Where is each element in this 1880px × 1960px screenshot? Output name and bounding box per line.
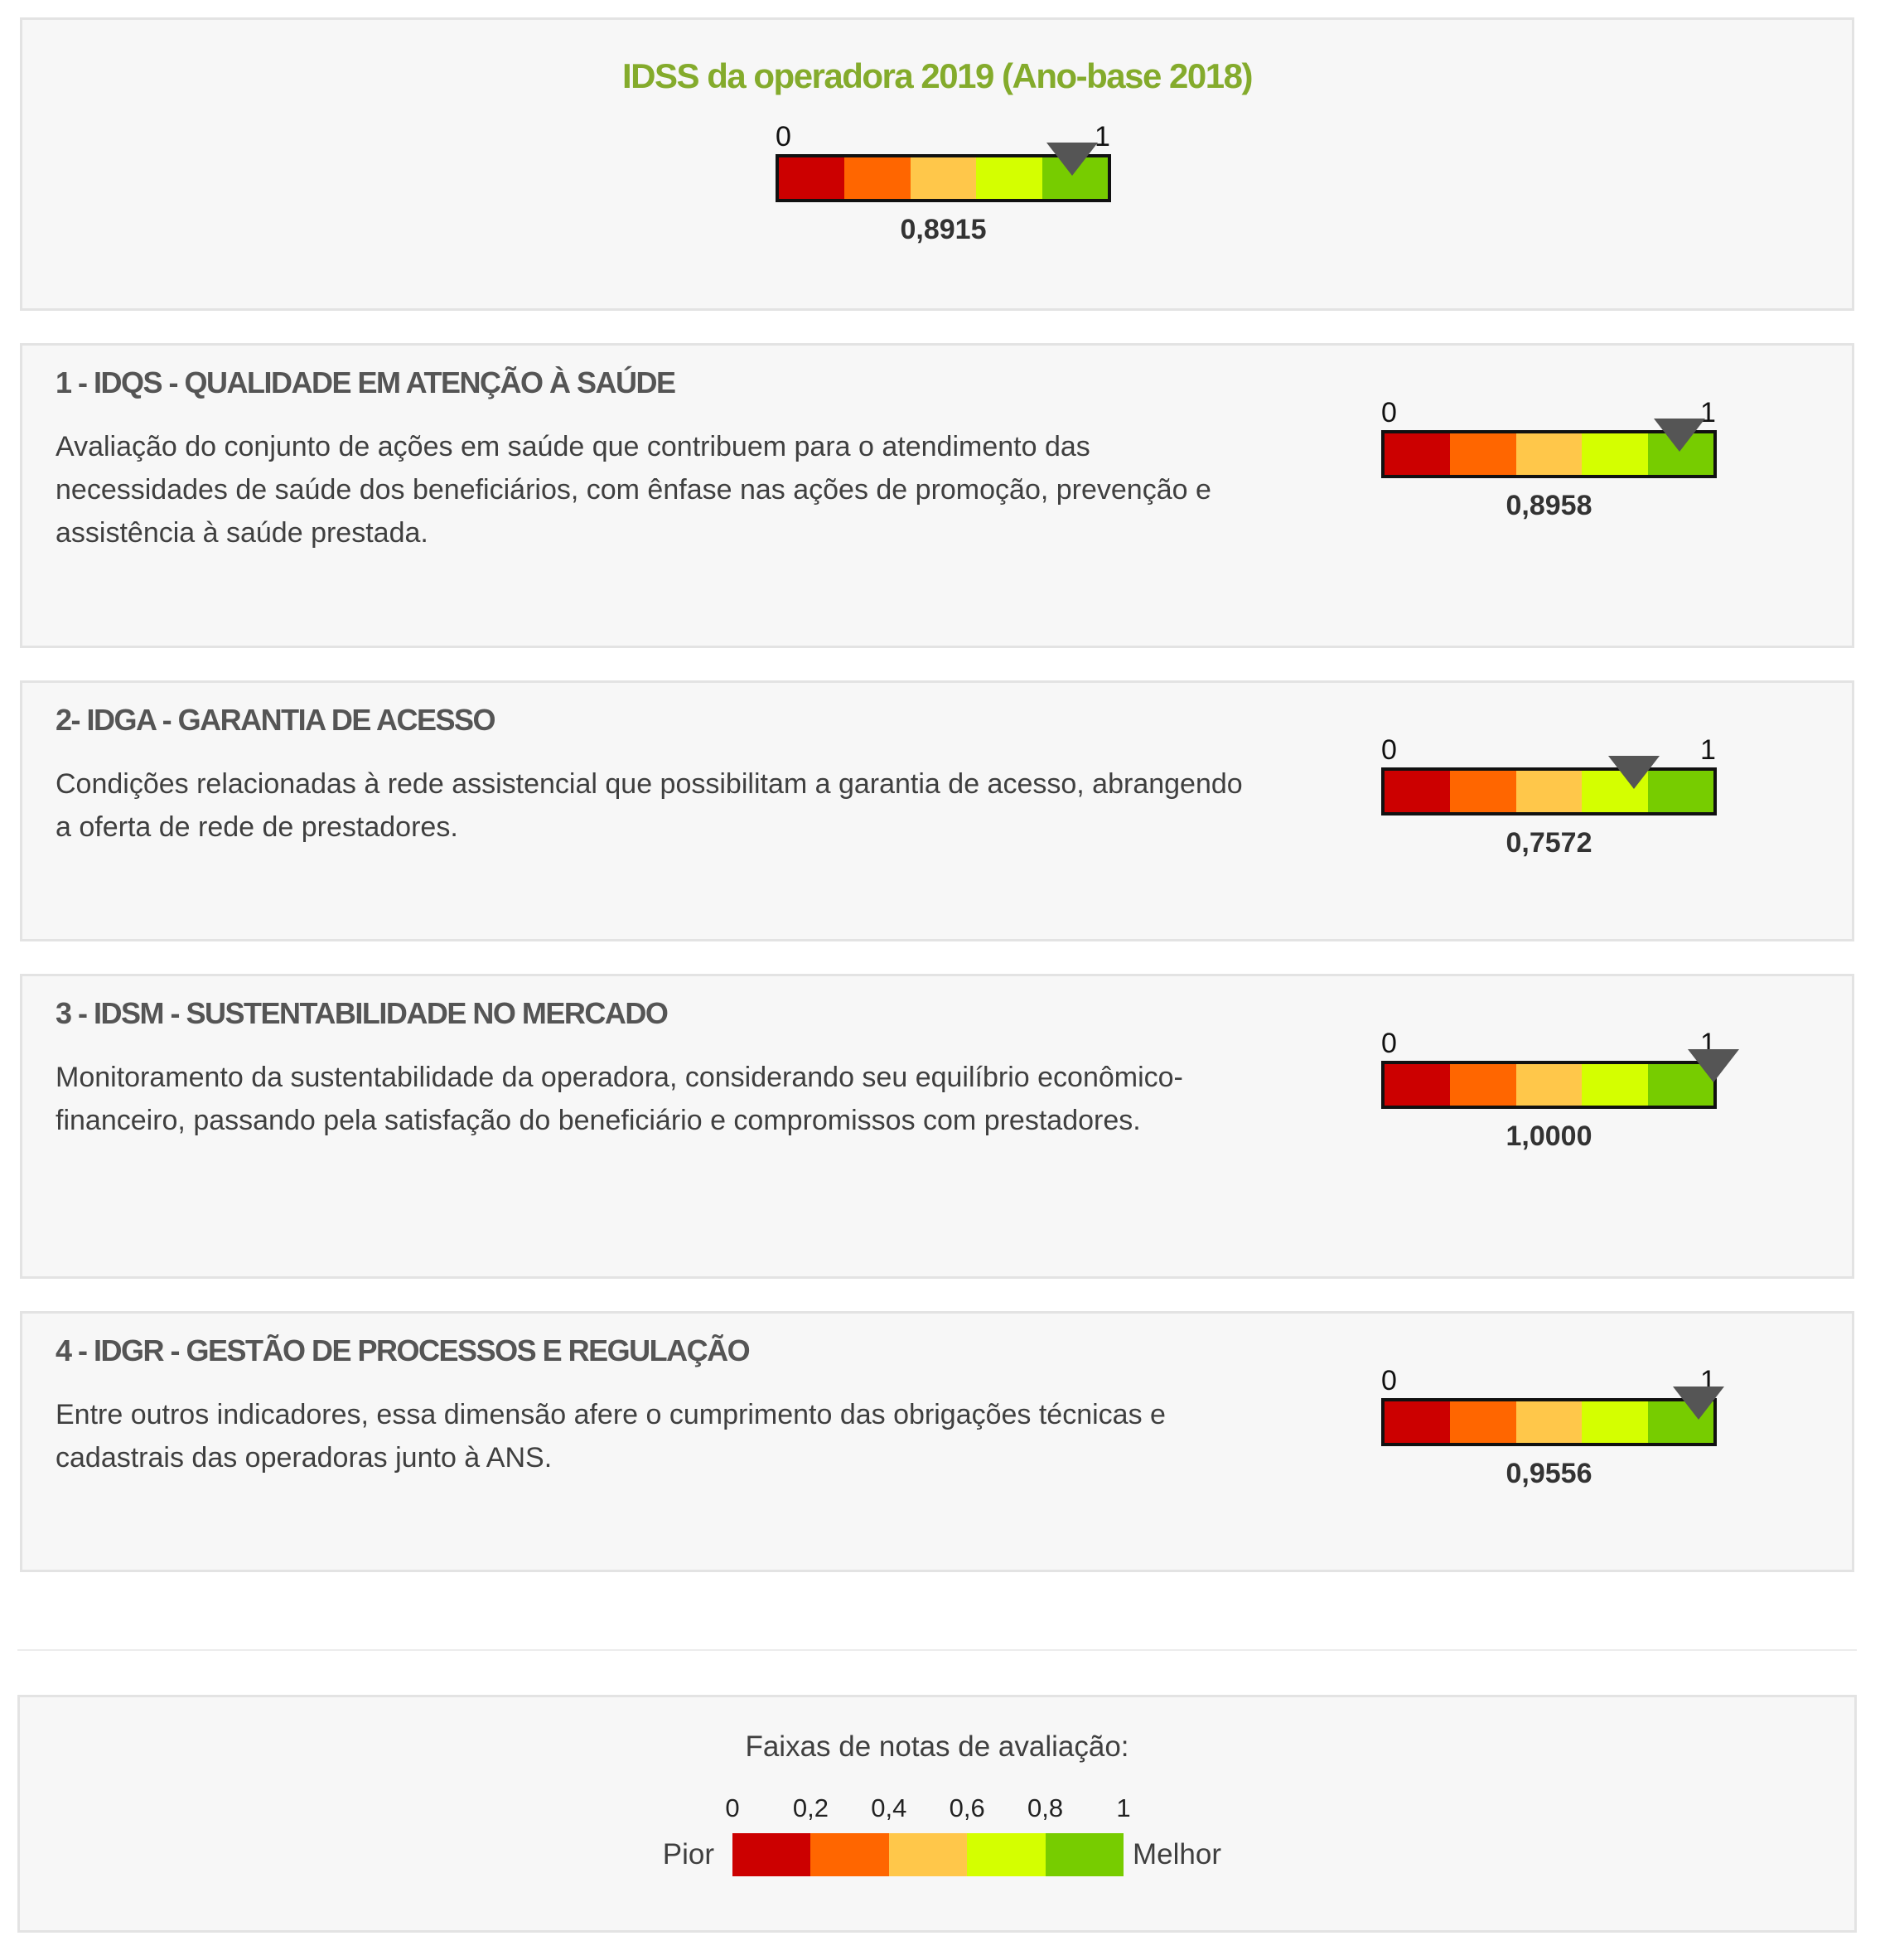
gauge-max-label: 1 [1700,1028,1716,1059]
gauge-band-2 [1450,433,1515,475]
dimension-title: 3 - IDSM - SUSTENTABILIDADE NO MERCADO [56,996,668,1030]
dimension-gauge [1381,734,1721,867]
dimension-gauge [1381,397,1721,530]
gauge-value: 0,8915 [900,214,987,245]
gauge-value: 0,7572 [1505,827,1592,859]
dimension-description: Avaliação do conjunto de ações em saúde que contribuem para o atendimento das necessidades de saúde dos beneficiários, com ênfase nas ações de promoção, prevenção e assistência à saúde prestada. [56,431,1211,549]
gauge-band-1 [1385,771,1450,812]
dimension-description: Entre outros indicadores, essa dimensão afere o cumprimento das obrigações técnicas e cadastrais das operadoras junto à ANS. [56,1399,1166,1474]
gauge-min-label: 0 [776,121,791,152]
legend-tick: 0,6 [949,1793,985,1822]
gauge-value: 1,0000 [1505,1120,1592,1152]
gauge-marker-icon [1688,1049,1739,1082]
gauge-band-4 [1582,433,1647,475]
gauge-marker-icon [1673,1387,1724,1420]
dimension-gauge [1381,1028,1721,1160]
gauge-min-label: 0 [1381,734,1397,766]
legend-band-1 [732,1833,810,1876]
gauge-bar [1381,1061,1717,1109]
legend-best-label: Melhor [1133,1838,1221,1870]
gauge-value: 0,8958 [1505,490,1592,521]
gauge-band-4 [976,157,1041,199]
gauge-min-label: 0 [1381,1028,1397,1059]
legend-color-bar [732,1833,1124,1876]
gauge-max-label: 1 [1700,397,1716,428]
dimension-panel-idqs [20,343,1854,648]
dimension-title: 4 - IDGR - GESTÃO DE PROCESSOS E REGULAÇÃO [56,1333,750,1367]
gauge-band-3 [1516,1401,1582,1443]
gauge-band-3 [1516,771,1582,812]
gauge-value: 0,9556 [1505,1458,1592,1489]
legend-tick: 0,2 [792,1793,829,1822]
section-divider [17,1649,1857,1651]
gauge-band-4 [1582,1064,1647,1106]
legend-band-5 [1046,1833,1124,1876]
gauge-band-1 [779,157,844,199]
legend-tick: 0,8 [1027,1793,1064,1822]
dimension-panel-idsm [20,974,1854,1279]
gauge-marker-icon [1654,419,1705,452]
gauge-max-label: 1 [1095,121,1110,152]
legend-band-3 [889,1833,967,1876]
dimension-description: Monitoramento da sustentabilidade da operadora, considerando seu equilíbrio econômico-financeiro, passando pela satisfação do beneficiário e compromissos com prestadores. [56,1062,1183,1136]
dimension-panel-idgr [20,1311,1854,1572]
legend-worst-label: Pior [662,1838,714,1870]
rating-bands-legend [17,1695,1857,1933]
legend-band-4 [967,1833,1045,1876]
dimension-description: Condições relacionadas à rede assistencial que possibilitam a garantia de acesso, abrangendo a oferta de rede de prestadores. [56,768,1243,843]
dimension-title: 2- IDGA - GARANTIA DE ACESSO [56,703,495,737]
gauge-band-2 [1450,1064,1515,1106]
gauge-marker-icon [1608,756,1660,789]
gauge-min-label: 0 [1381,1365,1397,1396]
gauge-band-1 [1385,1064,1450,1106]
overall-gauge [776,121,1115,254]
gauge-band-1 [1385,1401,1450,1443]
legend-ticks [725,1793,1131,1827]
dimension-title: 1 - IDQS - QUALIDADE EM ATENÇÃO À SAÚDE [56,365,675,399]
gauge-band-2 [1450,771,1515,812]
gauge-min-label: 0 [1381,397,1397,428]
gauge-bar [1381,767,1717,815]
page-title: IDSS da operadora 2019 (Ano-base 2018) [622,56,1252,95]
gauge-band-3 [911,157,976,199]
gauge-band-2 [1450,1401,1515,1443]
gauge-max-label: 1 [1700,734,1716,766]
dimension-panel-idga [20,680,1854,941]
legend-tick: 1 [1116,1793,1131,1822]
gauge-band-2 [844,157,910,199]
gauge-band-3 [1516,433,1582,475]
legend-tick: 0 [725,1793,740,1822]
gauge-max-label: 1 [1700,1365,1716,1396]
legend-band-2 [810,1833,888,1876]
legend-tick: 0,4 [871,1793,907,1822]
gauge-band-4 [1582,1401,1647,1443]
gauge-marker-icon [1046,143,1098,176]
legend-scale [20,1793,1854,1885]
gauge-band-1 [1385,433,1450,475]
dimension-gauge [1381,1365,1721,1498]
gauge-band-3 [1516,1064,1582,1106]
gauge-bar [1381,1398,1717,1446]
legend-title: Faixas de notas de avaliação: [745,1730,1129,1763]
overall-score-panel [20,17,1854,311]
